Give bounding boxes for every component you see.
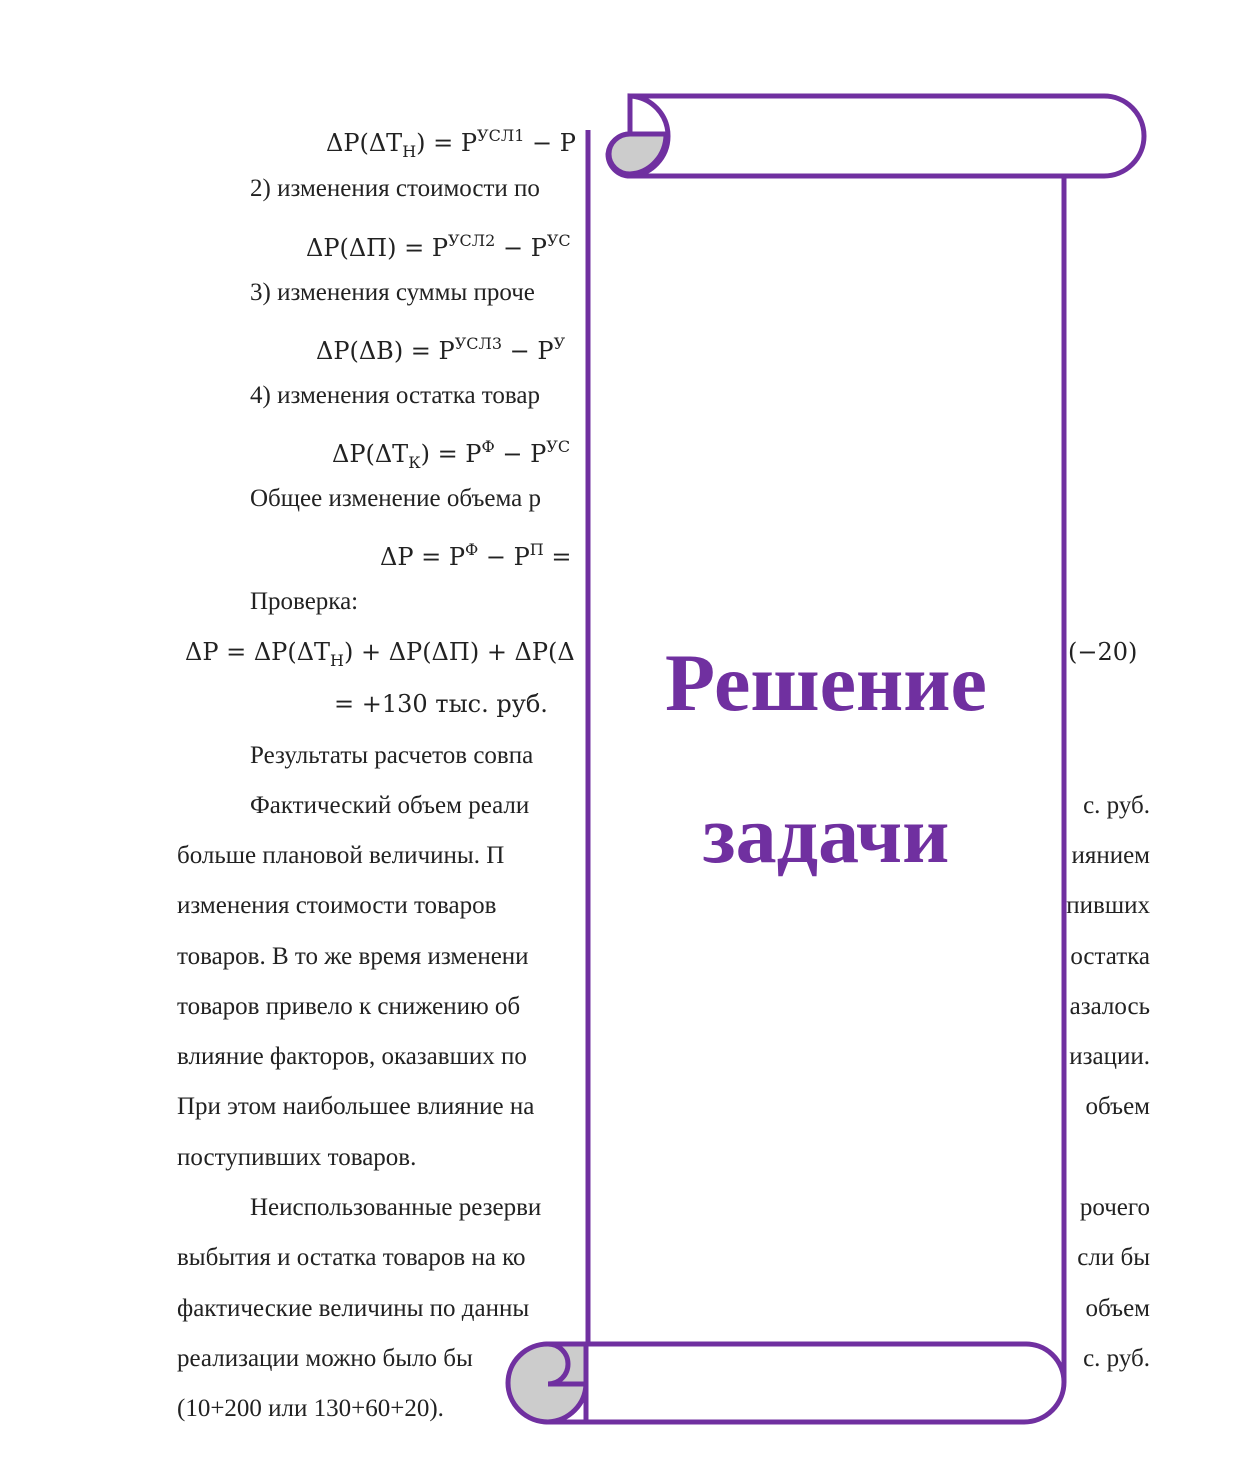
formula-part: ) + ΔР(ΔП) + ΔР(Δ [343, 638, 575, 666]
text-total-change: Общее изменение объема р [250, 485, 541, 512]
formula-sup: Ф [465, 540, 479, 559]
formula-part: ) = Р [420, 440, 482, 468]
scroll-bottom-roll [548, 1344, 1064, 1422]
p2-line1-left: Неиспользованные резерви [250, 1194, 542, 1221]
formula-part: ΔР = Р [380, 543, 465, 571]
formula-sup: УСЛ3 [454, 334, 503, 353]
formula-sup: П [529, 540, 544, 559]
banner-title-line2: задачи [702, 789, 950, 880]
p2-line1-right: рочего [1079, 1194, 1150, 1221]
p1-line6-right: изации. [1069, 1043, 1150, 1070]
p1-line6-left: влияние факторов, оказавших по [177, 1043, 527, 1070]
text-item-4: 4) изменения остатка товар [250, 382, 540, 409]
p1-line1-right: с. руб. [1083, 792, 1150, 819]
text-item-2: 2) изменения стоимости по [250, 175, 540, 202]
text-check: Проверка: [250, 588, 359, 615]
p1-line8: поступивших товаров. [177, 1144, 417, 1171]
formula-part: − Р [494, 440, 547, 468]
p1-line5-left: товаров привело к снижению об [177, 993, 521, 1020]
p2-line2-left: выбытия и остатка товаров на ко [177, 1244, 526, 1271]
formula-sup: У [553, 334, 566, 353]
p1-line4-right: остатка [1070, 943, 1150, 970]
formula-part: − Р [495, 234, 547, 262]
formula-sup: УС [546, 231, 571, 250]
p1-line2-left: больше плановой величины. П [177, 842, 505, 869]
formula-part: ΔР = ΔР(ΔТ [185, 638, 331, 666]
text-item-3: 3) изменения суммы проче [250, 279, 535, 306]
p1-line3-right: пивших [1066, 892, 1150, 919]
scroll-top-roll [630, 96, 1144, 176]
formula-part: − Р [502, 337, 554, 365]
p1-line2-right: иянием [1071, 842, 1150, 869]
formula-sup: УС [546, 437, 571, 456]
formula-sup: УСЛ2 [447, 231, 496, 250]
formula-part: ΔР(ΔТ [332, 440, 409, 468]
formula-part: ΔР(ΔП) = Р [306, 234, 448, 262]
formula-part: ΔР(ΔВ) = Р [316, 337, 455, 365]
formula-sub: Н [330, 651, 344, 670]
p2-line4-left: реализации можно было бы [177, 1345, 473, 1372]
formula-check-result: = +130 тыс. руб. [334, 690, 548, 718]
scroll-body-fill [590, 150, 1062, 1380]
formula-part: = [543, 543, 572, 571]
formula-part: ΔР(ΔТ [326, 129, 403, 157]
text-results: Результаты расчетов совпа [250, 742, 534, 769]
formula-sub: К [408, 453, 421, 472]
p2-line3-left: фактические величины по данны [177, 1295, 530, 1322]
formula-sup: Ф [481, 437, 495, 456]
formula-part: − Р [478, 543, 530, 571]
formula-sub: Н [402, 142, 417, 161]
p1-line7-left: При этом наибольшее влияние на [177, 1093, 535, 1120]
p2-line3-right: объем [1085, 1295, 1150, 1322]
formula-part: − Р [524, 129, 576, 157]
p2-line5: (10+200 или 130+60+20). [177, 1395, 444, 1422]
banner-title-line1: Решение [665, 637, 987, 728]
p1-line3-left: изменения стоимости товаров [177, 892, 497, 919]
formula-sup: УСЛ1 [477, 126, 525, 145]
p2-line4-right: с. руб. [1083, 1345, 1150, 1372]
p1-line4-left: товаров. В то же время изменени [177, 943, 529, 970]
formula-part: ) = Р [416, 129, 478, 157]
p1-line7-right: объем [1085, 1093, 1150, 1120]
p1-line1-left: Фактический объем реали [250, 792, 530, 819]
p2-line2-right: сли бы [1077, 1244, 1150, 1271]
formula-check-right: (−20) [1068, 638, 1138, 666]
p1-line5-right: азалось [1069, 993, 1150, 1020]
